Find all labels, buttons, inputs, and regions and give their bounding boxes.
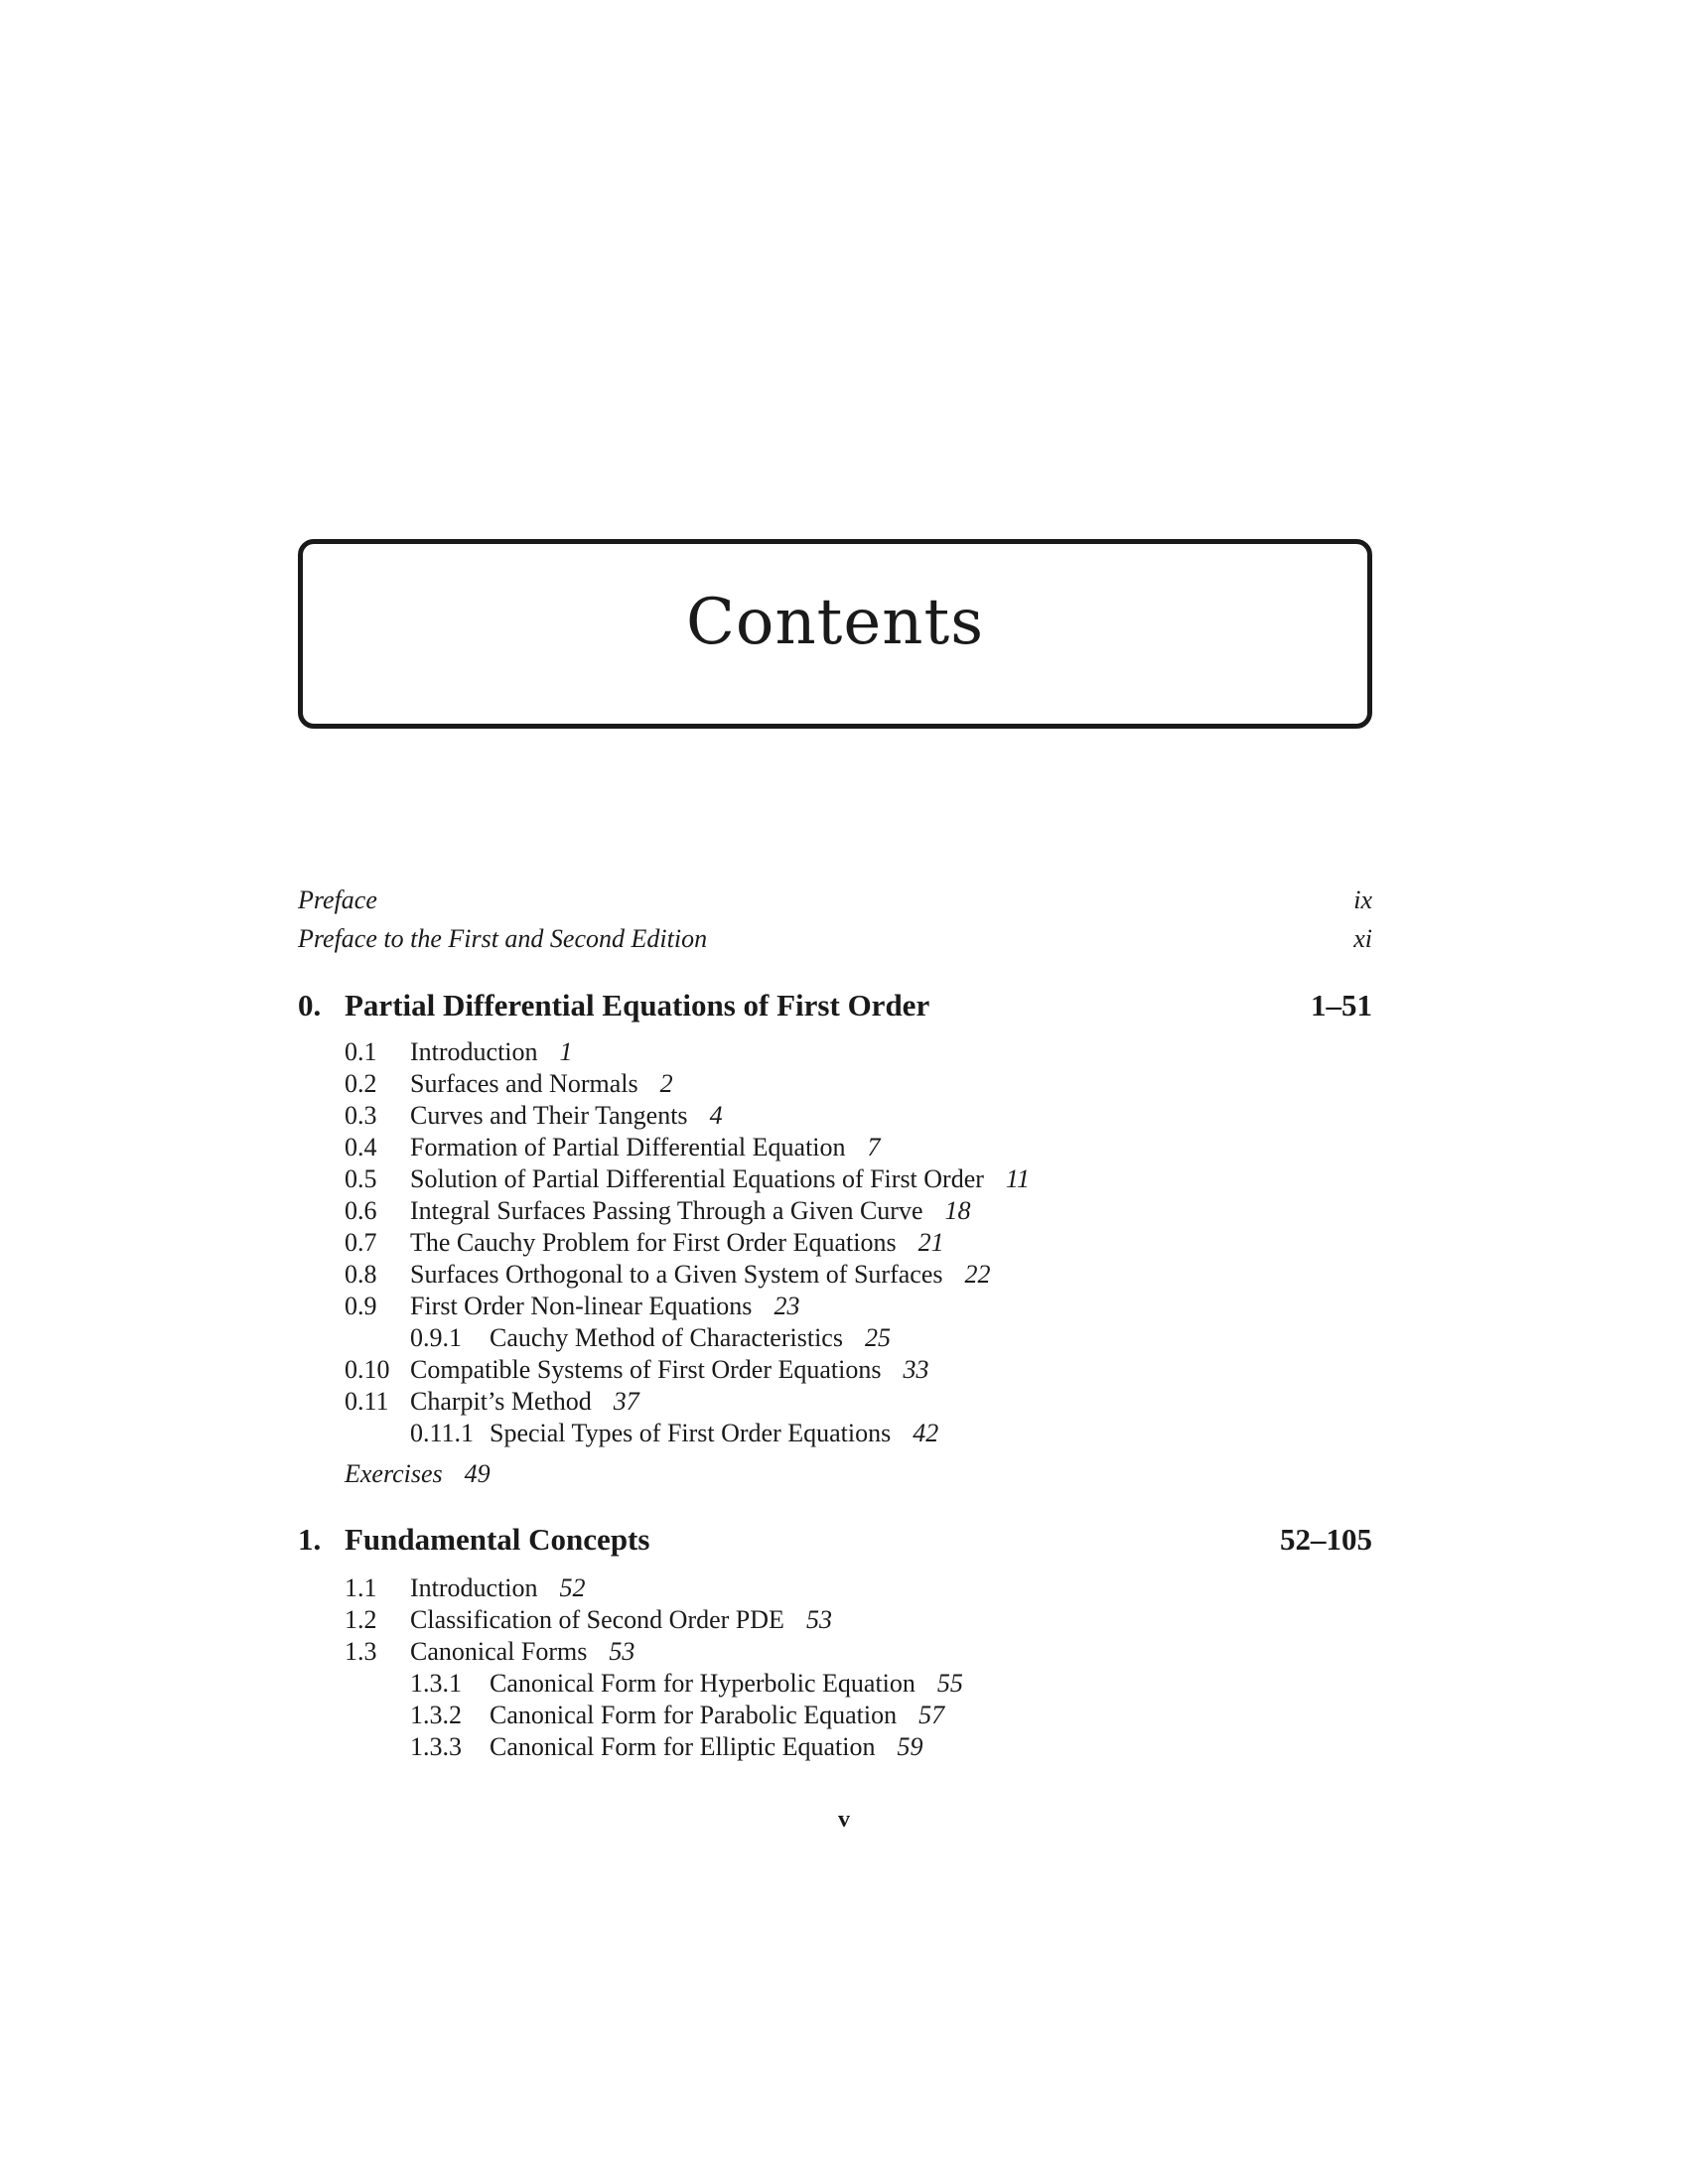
section-page: 22: [964, 1260, 991, 1289]
exercises-entry: [345, 1459, 491, 1489]
section-page: 52: [559, 1573, 586, 1602]
subsection-title: Canonical Form for Parabolic Equation: [490, 1701, 898, 1729]
toc-entry: [345, 1196, 971, 1226]
section-number: 0.11: [345, 1387, 389, 1416]
toc-subentry: [410, 1701, 944, 1730]
section-title: Curves and Their Tangents: [410, 1101, 688, 1130]
toc-entry: [345, 1292, 799, 1321]
section-page: 11: [1005, 1164, 1030, 1193]
section-number: 0.10: [345, 1355, 390, 1384]
subsection-title: Special Types of First Order Equations: [490, 1419, 892, 1447]
section-page: 2: [659, 1069, 673, 1098]
section-page: 23: [774, 1292, 800, 1320]
section-page: 18: [944, 1196, 971, 1225]
section-page: 4: [709, 1101, 723, 1130]
title-box: [298, 539, 1372, 729]
exercises-label: Exercises: [345, 1459, 443, 1488]
section-page: 53: [805, 1605, 832, 1634]
section-number: 0.2: [345, 1069, 377, 1098]
section-number: 0.7: [345, 1228, 377, 1257]
chapter-number: 1.: [298, 1522, 322, 1557]
subsection-title: Canonical Form for Elliptic Equation: [490, 1732, 876, 1761]
toc-entry: [345, 1133, 881, 1162]
page-folio: v: [838, 1807, 850, 1833]
chapter-title: Fundamental Concepts: [345, 1522, 650, 1557]
section-number: 0.5: [345, 1164, 377, 1193]
chapter-number: 0.: [298, 988, 322, 1023]
toc-entry: [345, 1387, 639, 1417]
toc-entry: [345, 1164, 1030, 1194]
subsection-number: 1.3.1: [410, 1669, 462, 1698]
section-title: Introduction: [410, 1573, 538, 1602]
toc-entry: [345, 1605, 832, 1635]
section-page: 53: [609, 1637, 635, 1666]
toc-entry: [345, 1637, 634, 1667]
section-page: 37: [613, 1387, 639, 1416]
front-matter-page: xi: [1353, 924, 1372, 953]
subsection-page: 42: [913, 1419, 939, 1447]
section-page: 33: [903, 1355, 929, 1384]
section-title: Compatible Systems of First Order Equations: [410, 1355, 882, 1384]
toc-entry: [345, 1037, 573, 1067]
section-title: Charpit’s Method: [410, 1387, 592, 1416]
section-page: 21: [917, 1228, 944, 1257]
chapter-page-range: 1–51: [1311, 988, 1372, 1023]
subsection-number: 0.11.1: [410, 1419, 475, 1447]
section-number: 1.1: [345, 1573, 377, 1602]
section-title: Classification of Second Order PDE: [410, 1605, 784, 1634]
subsection-number: 1.3.3: [410, 1732, 462, 1761]
toc-subentry: [410, 1419, 938, 1448]
section-number: 0.9: [345, 1292, 377, 1320]
exercises-page: 49: [464, 1459, 491, 1488]
subsection-number: 0.9.1: [410, 1323, 462, 1352]
section-title: Solution of Partial Differential Equations of First Order: [410, 1164, 984, 1193]
section-number: 0.3: [345, 1101, 377, 1130]
toc-subentry: [410, 1669, 963, 1699]
toc-entry: [345, 1573, 586, 1603]
section-title: Surfaces and Normals: [410, 1069, 638, 1098]
front-matter-page: ix: [1353, 886, 1372, 914]
subsection-title: Canonical Form for Hyperbolic Equation: [490, 1669, 915, 1698]
subsection-title: Cauchy Method of Characteristics: [490, 1323, 843, 1352]
chapter-title: Partial Differential Equations of First Order: [345, 988, 930, 1023]
section-number: 1.3: [345, 1637, 377, 1666]
section-number: 0.4: [345, 1133, 377, 1161]
subsection-page: 57: [918, 1701, 945, 1729]
section-title: First Order Non-linear Equations: [410, 1292, 753, 1320]
page-title: Contents: [685, 586, 985, 659]
section-title: The Cauchy Problem for First Order Equations: [410, 1228, 897, 1257]
front-matter-label: Preface: [298, 886, 377, 914]
toc-subentry: [410, 1732, 922, 1762]
section-number: 0.8: [345, 1260, 377, 1289]
toc-entry: [345, 1069, 673, 1099]
toc-entry: [345, 1228, 944, 1258]
subsection-number: 1.3.2: [410, 1701, 462, 1729]
toc-subentry: [410, 1323, 891, 1353]
chapter-page-range: 52–105: [1280, 1522, 1372, 1557]
section-page: 1: [559, 1037, 573, 1066]
subsection-page: 25: [864, 1323, 891, 1352]
front-matter-label: Preface to the First and Second Edition: [298, 924, 708, 953]
subsection-page: 59: [897, 1732, 923, 1761]
section-number: 0.1: [345, 1037, 377, 1066]
toc-entry: [345, 1260, 990, 1290]
section-title: Surfaces Orthogonal to a Given System of Surfaces: [410, 1260, 943, 1289]
section-title: Integral Surfaces Passing Through a Given Curve: [410, 1196, 923, 1225]
section-page: 7: [867, 1133, 881, 1161]
toc-entry: [345, 1101, 723, 1131]
section-number: 1.2: [345, 1605, 377, 1634]
toc-entry: [345, 1355, 928, 1385]
subsection-page: 55: [936, 1669, 963, 1698]
section-title: Formation of Partial Differential Equation: [410, 1133, 846, 1161]
section-title: Introduction: [410, 1037, 538, 1066]
section-title: Canonical Forms: [410, 1637, 588, 1666]
section-number: 0.6: [345, 1196, 377, 1225]
